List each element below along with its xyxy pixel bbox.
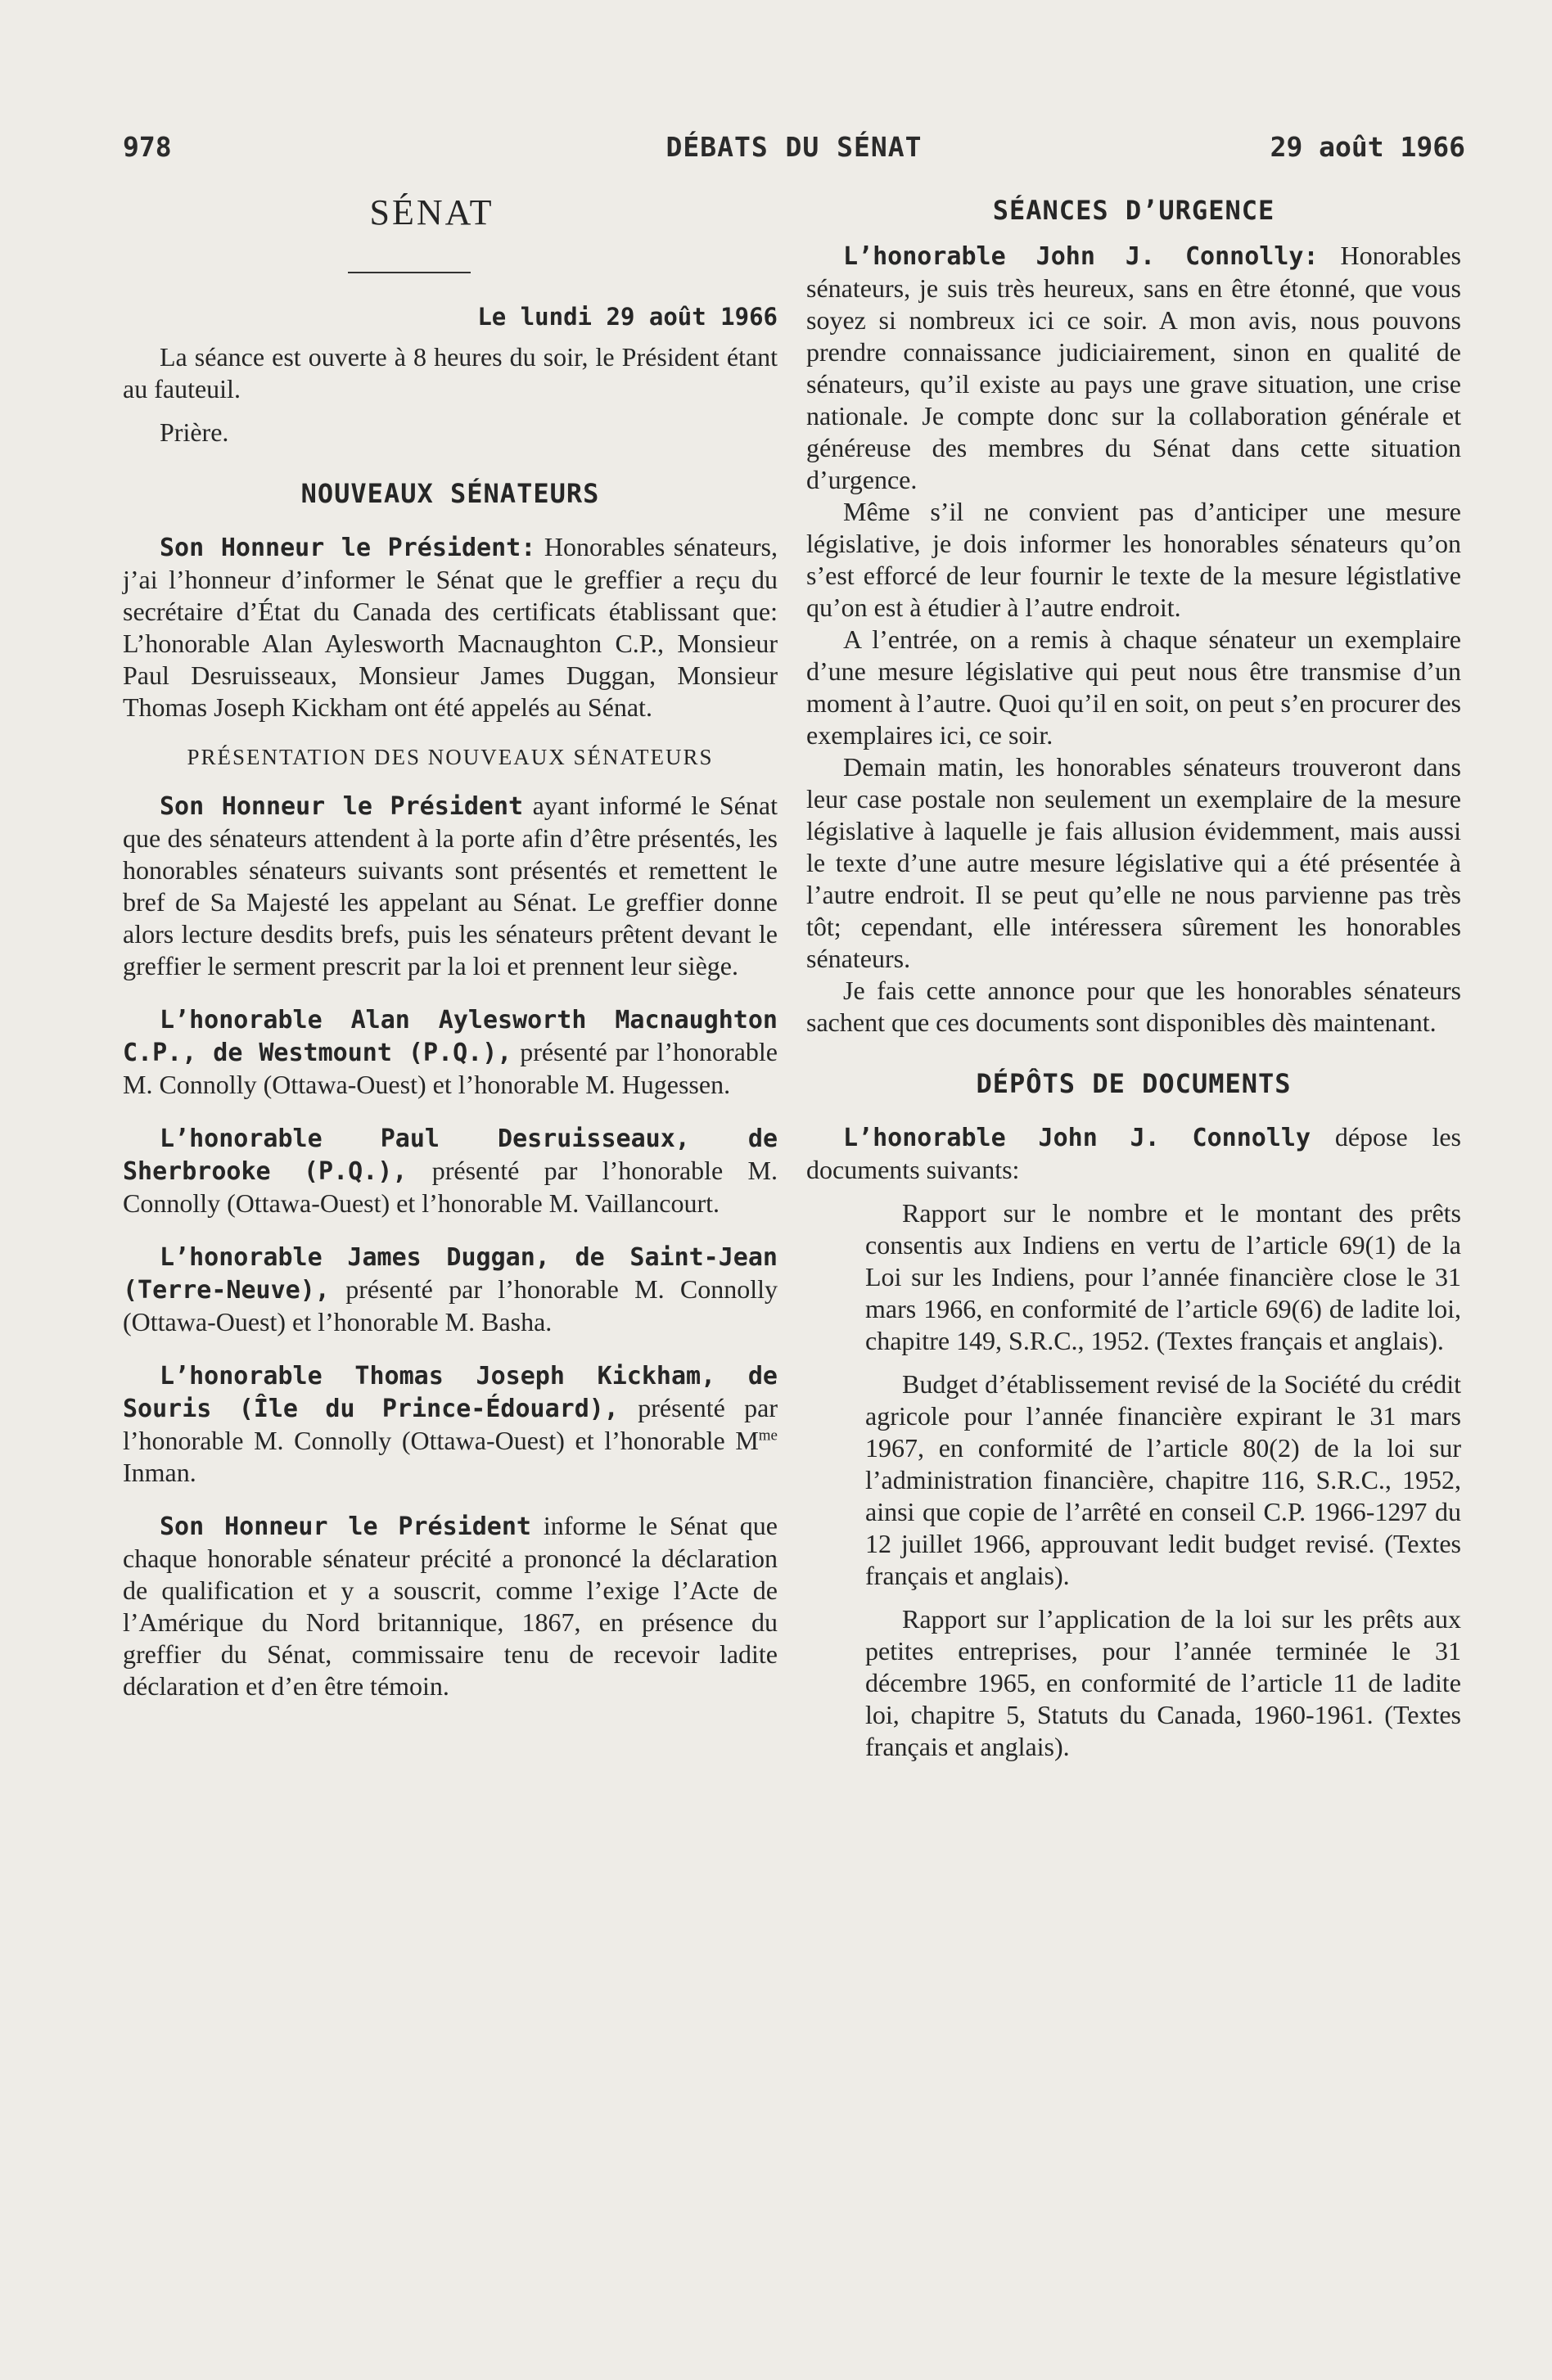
urgence-paragraph-2: Même s’il ne convient pas d’anticiper une mesure législative, je dois informer les honorables sénateurs qu’on s’est efforcé de leur fournir le texte de la mesure légistlative qu’on est à étudier à l’autre endroit. — [806, 497, 1461, 622]
paragraph-text: présenté par l’honorable M. Connolly (Ottawa-Ouest) et l’honorable M. Basha. — [123, 1274, 778, 1336]
urgence-paragraph-4: Demain matin, les honorables sénateurs trouveront dans leur case postale non seulement un exemplaire de la mesure législative à laquelle je fais allusion évidemment, mais aussi le texte d’une autre mesure législative qui a été présentée à l’autre endroit. Il se peut qu’elle ne nous parvienne pas très tôt; cependant, elle intéressera sûrement les honorables sénateurs. — [806, 752, 1461, 973]
sitting-date: Le lundi 29 août 1966 — [477, 303, 778, 331]
senator-name: L’honorable Alan Aylesworth Macnaughton C.P., de Westmount (P.Q.), — [123, 1006, 778, 1067]
paragraph-text: informe le Sénat que chaque honorable sénateur précité a prononcé la déclaration de qualification et y a souscrit, comme l’exige l’Acte de l’Amérique du Nord britannique, 1867, en présence du greffier du Sénat, commissaire tenu de recevoir ladite déclaration et d’en être témoin. — [123, 1511, 778, 1701]
connolly-statement — [806, 240, 1461, 496]
speaker-name: Son Honneur le Président — [160, 792, 524, 821]
senator-name: L’honorable Thomas Joseph Kickham, de Souris (Île du Prince-Édouard), — [123, 1362, 778, 1423]
paragraph-text: présenté par l’honorable M. Connolly (Ottawa-Ouest) et l’honorable M. Vaillancourt. — [123, 1156, 778, 1218]
paragraph-text: présenté par l’honorable M. Connolly (Ottawa-Ouest) et l’honorable M. Hugessen. — [123, 1037, 778, 1099]
superscript: me — [758, 1427, 778, 1445]
senator-kickham — [123, 1359, 778, 1489]
paragraph-text: Honorables sénateurs, je suis très heureux, sans en être étonné, que vous soyez si nombreux ici ce soir. A mon avis, nous pouvons prendre connaissance judiciairement, sinon en qualité de sénateurs, qu’il existe au pays une grave situation, une crise nationale. Je compte donc sur la collaboration générale et généreuse des membres du Sénat dans cette situation d’urgence. — [806, 241, 1461, 494]
page-number: 978 — [123, 131, 172, 163]
paragraph-text: présenté par l’honorable M. Connolly (Ottawa-Ouest) et l’honorable M — [123, 1393, 778, 1455]
senator-name: L’honorable Paul Desruisseaux, de Sherbrooke (P.Q.), — [123, 1125, 778, 1186]
opening-paragraph: La séance est ouverte à 8 heures du soir, le Président étant au fauteuil. — [123, 342, 778, 403]
urgence-paragraph-3: A l’entrée, on a remis à chaque sénateur un exemplaire d’une mesure législative qui peut nous être transmise d’un moment à l’autre. Quoi qu’il en soit, on peut s’en procurer des exemplaires ici, ce soir. — [806, 624, 1461, 750]
depot-intro — [806, 1121, 1461, 1186]
priere: Prière. — [160, 417, 229, 447]
document-2: Budget d’établissement revisé de la Société du crédit agricole pour l’année financière expirant le 31 mars 1967, en conformité de l’article 80(2) de la loi sur l’administration financière, chapitre 116, S.R.C., 1952, ainsi que copie de l’arrêté en conseil C.P. 1966-1297 du 12 juillet 1966, approuvant ledit budget revisé. (Textes français et anglais). — [865, 1369, 1461, 1590]
senator-name: L’honorable James Duggan, de Saint-Jean (Terre-Neuve), — [123, 1243, 778, 1305]
senat-title: SÉNAT — [369, 192, 494, 232]
journal-title: DÉBATS DU SÉNAT — [665, 131, 923, 163]
senator-macnaughton — [123, 1003, 778, 1101]
urgence-paragraph-5: Je fais cette annonce pour que les honorables sénateurs sachent que ces documents sont disponibles dès maintenant. — [806, 976, 1461, 1037]
paragraph-text: ayant informé le Sénat que des sénateurs attendent à la porte afin d’être présentés, les honorables sénateurs suivants sont présentés et remettent le bref de Sa Majesté les appelant au Sénat. Le greffier donne alors lecture desdits brefs, puis les sénateurs prêtent devant le greffier le serment prescrit par la loi et prennent leur siège. — [123, 791, 778, 980]
paragraph-text-end: Inman. — [123, 1458, 196, 1487]
statement-text: Honorables sénateurs, j’ai l’honneur d’informer le Sénat que le greffier a reçu du secrétaire d’État du Canada des certificats établissant que: L’honorable Alan Aylesworth Macnaughton C.P., Monsieur Paul Desruisseaux, Monsieur James Duggan, Monsieur Thomas Joseph Kickham ont été appelés au Sénat. — [123, 532, 778, 722]
heading-seances-urgence: SÉANCES D’URGENCE — [992, 195, 1275, 226]
right-column — [806, 190, 1461, 1763]
speaker-name: Son Honneur le Président: — [160, 534, 536, 562]
speaker-name: L’honorable John J. Connolly: — [843, 242, 1319, 271]
left-column — [123, 190, 778, 1702]
header-date: 29 août 1966 — [1270, 131, 1465, 163]
presentation-paragraph — [123, 790, 778, 982]
title-rule — [348, 272, 471, 273]
speaker-name: L’honorable John J. Connolly — [843, 1124, 1311, 1152]
president-statement — [123, 531, 778, 723]
document-1: Rapport sur le nombre et le montant des prêts consentis aux Indiens en vertu de l’article 69(1) de la Loi sur les Indiens, pour l’année financière close le 31 mars 1966, en conformité de l’article 69(6) de ladite loi, chapitre 149, S.R.C., 1952. (Textes français et anglais). — [865, 1198, 1461, 1355]
running-head — [123, 131, 1465, 167]
senator-duggan — [123, 1241, 778, 1338]
senator-desruisseaux — [123, 1122, 778, 1219]
paragraph-text: dépose les documents suivants: — [806, 1122, 1462, 1184]
president-declaration — [123, 1510, 778, 1702]
subheading-presentation: PRÉSENTATION DES NOUVEAUX SÉNATEURS — [187, 745, 714, 769]
heading-depots-documents: DÉPÔTS DE DOCUMENTS — [976, 1068, 1292, 1099]
document-3: Rapport sur l’application de la loi sur les prêts aux petites entreprises, pour l’année terminée le 31 décembre 1965, en conformité de l’article 11 de ladite loi, chapitre 5, Statuts du Canada, 1960-1961. (Textes français et anglais). — [865, 1604, 1461, 1761]
heading-nouveaux-senateurs: NOUVEAUX SÉNATEURS — [300, 478, 600, 509]
speaker-name: Son Honneur le Président — [160, 1512, 531, 1541]
